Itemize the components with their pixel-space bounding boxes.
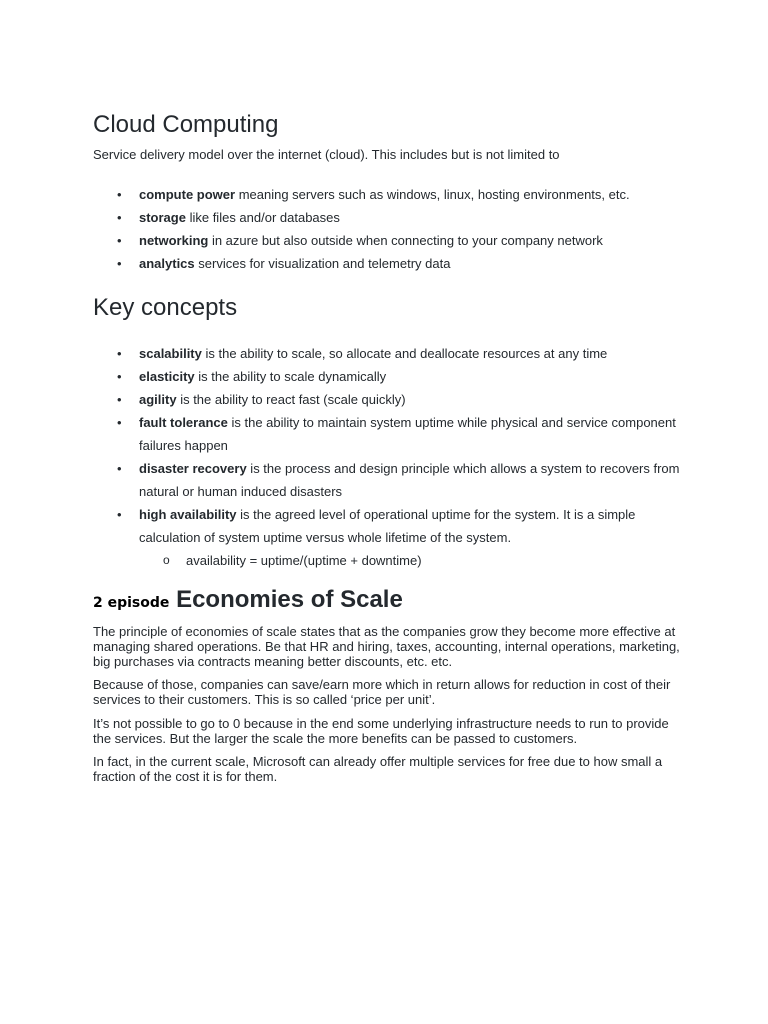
key-concepts-list [139,342,684,572]
list-item-text: meaning servers such as windows, linux, hosting environments, etc. [235,187,630,202]
list-item [139,388,684,411]
list-item-text: in azure but also outside when connecting to your company network [208,233,603,248]
list-item [139,365,684,388]
list-item [139,457,684,503]
list-item [139,229,684,252]
sub-list [186,549,731,572]
list-item-term: scalability [139,346,202,361]
heading-economies-of-scale [93,584,403,619]
list-item-term: analytics [139,256,195,271]
list-item [139,503,684,572]
list-item-text: services for visualization and telemetry data [194,256,451,271]
paragraph: It’s not possible to go to 0 because in the end some underlying infrastructure needs to run to provide the services. But the larger the scale the more benefits can be passed to customers. [93,716,669,746]
paragraph: In fact, in the current scale, Microsoft can already offer multiple services for free due to how small a fraction of the cost it is for them. [93,754,663,784]
list-item-term: agility [139,392,177,407]
list-item [139,252,684,275]
list-item-term: storage [139,210,186,225]
economies-title: Economies of Scale [176,586,403,613]
list-item-text: is the ability to scale dynamically [194,369,387,384]
heading-cloud-computing: Cloud Computing [93,111,279,138]
list-item-term: fault tolerance [139,415,228,430]
list-item [139,411,684,457]
list-item-text: like files and/or databases [185,210,340,225]
cloud-computing-list [139,183,684,275]
paragraph: Because of those, companies can save/earn more which in return allows for reduction in cost of their services to their customers. This is so called ‘price per unit’. [93,677,671,707]
list-item-term: networking [139,233,209,248]
list-item-term: compute power [139,187,236,202]
list-item-text: is the ability to react fast (scale quickly) [176,392,406,407]
intro-paragraph: Service delivery model over the internet (cloud). This includes but is not limited to [93,147,560,162]
heading-key-concepts: Key concepts [93,294,238,321]
paragraph: The principle of economies of scale states that as the companies grow they become more effective at managing shared operations. Be that HR and hiring, taxes, accounting, internal operations, marketing, big purchases via contracts meaning better discounts, etc. etc. [93,624,680,669]
sub-list-item: o availability = uptime/(uptime + downtime) [186,549,731,572]
list-item-text: is the process and design principle which allows a system to recovers from natural or human induced disasters [139,461,680,499]
list-item-term: elasticity [139,369,195,384]
list-item-text: is the agreed level of operational uptime for the system. It is a simple calculation of system uptime versus whole lifetime of the system. [139,507,636,545]
list-item-term: disaster recovery [139,461,247,476]
episode-label: 2 episode [93,595,170,611]
list-item [139,342,684,365]
list-item [139,183,684,206]
list-item [139,206,684,229]
list-item-text: is the ability to maintain system uptime while physical and service component failures happen [139,415,676,453]
list-item-term: high availability [139,507,237,522]
list-item-text: is the ability to scale, so allocate and deallocate resources at any time [201,346,608,361]
